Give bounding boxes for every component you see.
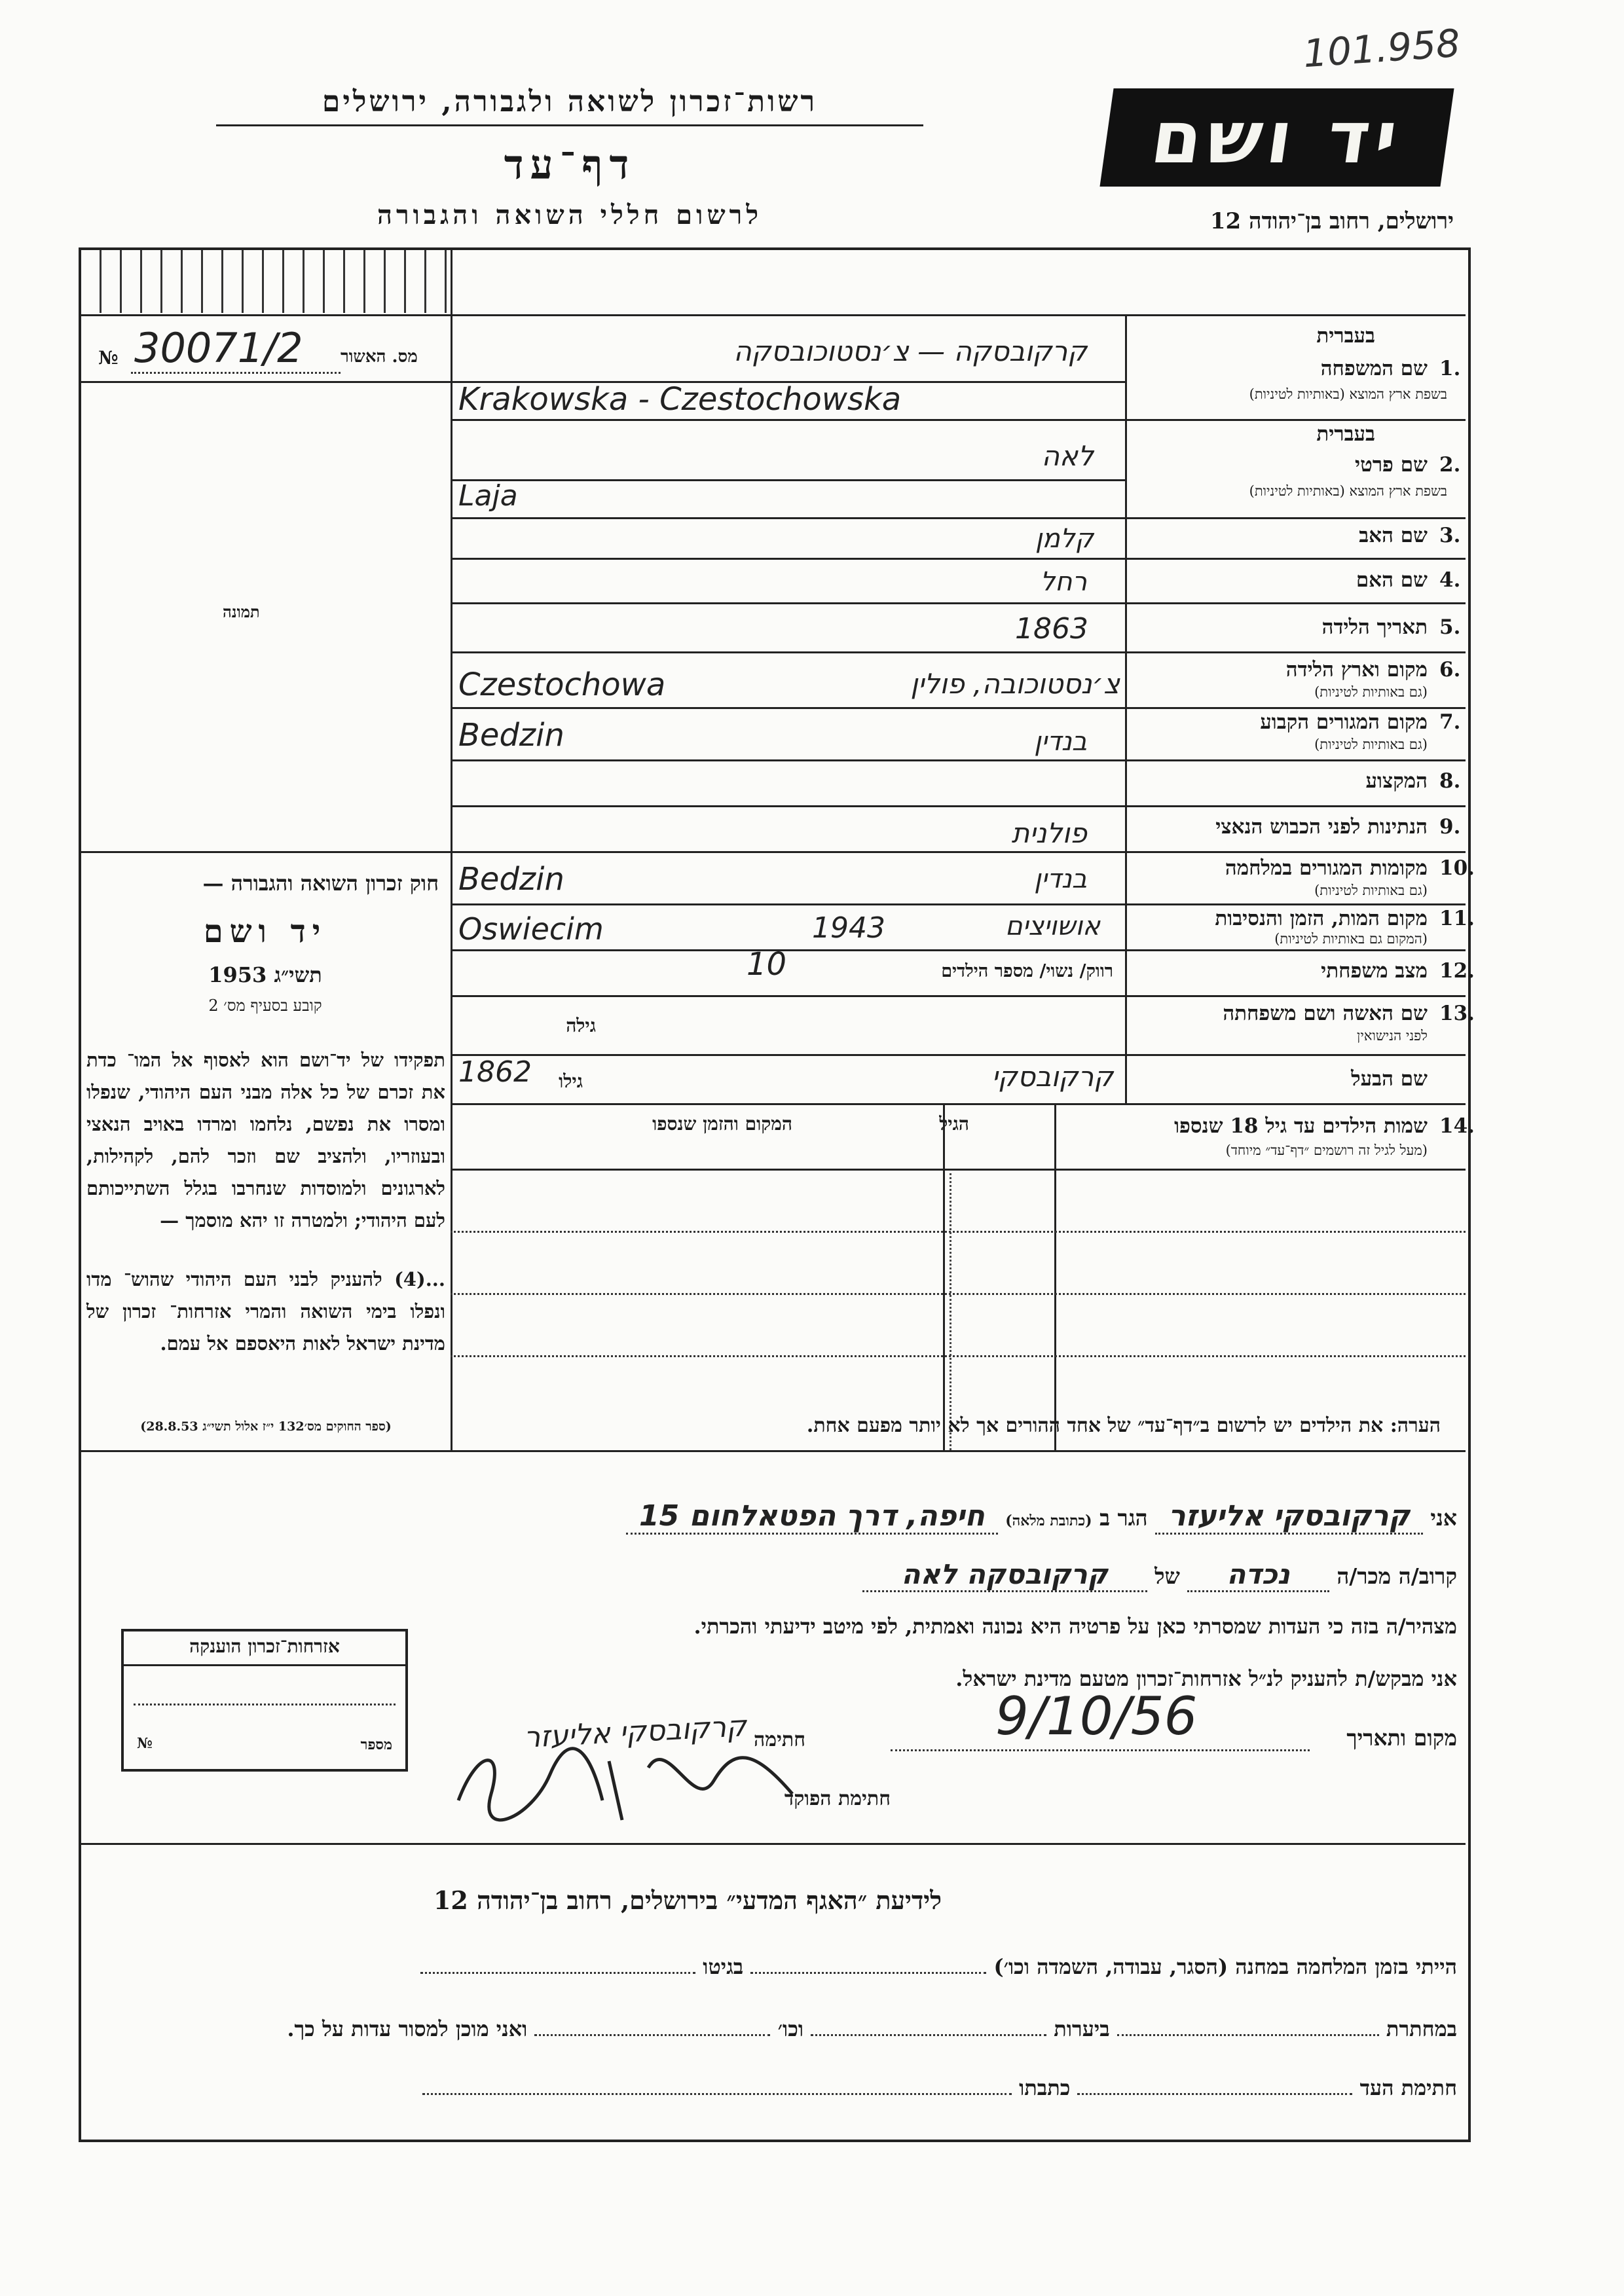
info-witness-sign-label: חתימת העד xyxy=(1359,2075,1457,2100)
row-line xyxy=(451,707,1466,709)
field-4-number: 4. xyxy=(1439,568,1461,592)
field-6-number: 6. xyxy=(1439,658,1461,682)
law-clause: קובע בסעיף מס׳ 2 xyxy=(208,996,322,1015)
row-line xyxy=(451,419,1466,421)
law-title: חוק זכרון השואה והגבורה — xyxy=(202,871,439,896)
law-text-1: תפקידו של יד־ושם הוא לאסוף אל המו־ כדת את זכרם של כל אלה מבני העם היהודי, שנפלו ומסרו את נפשם, נלחמו ומרדו באויב הנאצי ובעוזריו, ולהציב שם וזכר להם, לקהילות, לארגונים ולמוסדות שנחרבו בגלל השתייכותם לעם היהודי; ולמטרה זו יהא מוסמך — xyxy=(86,1049,445,1231)
declaration-line-2 xyxy=(458,1558,1457,1590)
form-title: דף־עד xyxy=(504,141,636,189)
field-1-lang: בעברית xyxy=(1316,324,1375,348)
photo-bottom-line xyxy=(81,851,451,853)
signature-label: חתימה xyxy=(754,1728,805,1751)
decl-prefix: אני xyxy=(1430,1505,1457,1531)
field-2-value-latin[interactable]: Laja xyxy=(458,479,518,513)
field-5-label: תאריך הלידה xyxy=(1321,615,1428,639)
field-1-value-he[interactable]: קרקובסקה — צ׳נסטוכובסקה xyxy=(733,335,1087,367)
field-8-number: 8. xyxy=(1439,769,1461,793)
field-12-children-count[interactable]: 10 xyxy=(747,946,787,983)
field-11-number: 11. xyxy=(1439,907,1475,930)
signature-scribble xyxy=(452,1722,819,1833)
info-camp-label: הייתי בזמן המלחמה במחנה (הסגר, עבודה, השמדה וכו׳) xyxy=(993,1954,1457,1979)
row-line xyxy=(451,851,1466,853)
info-etc-line[interactable] xyxy=(534,2034,770,2036)
field-13-label: שם האשה ושם משפחתה xyxy=(1223,1002,1428,1025)
field-6-value-he[interactable]: צ׳נסטוכובה, פולין xyxy=(910,668,1120,700)
field-13-number: 13. xyxy=(1439,1002,1475,1025)
children-col-divider-dotted xyxy=(950,1169,951,1450)
field-2-sub: בשפת ארץ המוצא (באותיות לטיניות) xyxy=(1249,483,1447,499)
law-source: (ספר החוקים מס׳132 י״ז אלול תשי״ג 28.8.53) xyxy=(140,1419,392,1434)
field-1-sub: בשפת ארץ המוצא (באותיות לטיניות) xyxy=(1249,386,1447,402)
field-11-label: מקום המות, הזמן והנסיבות xyxy=(1215,907,1428,930)
row-line xyxy=(451,602,1466,604)
row-line xyxy=(451,759,1466,761)
info-etc-label: וכו׳ xyxy=(777,2016,804,2041)
yad-vashem-logo xyxy=(1099,88,1454,187)
field-12-label: מצב משפחתי xyxy=(1321,959,1428,983)
children-label: שמות הילדים עד גיל 18 שנספו xyxy=(1174,1114,1428,1138)
declaration-line-3: מצהיר/ה בזה כי העדות שמסרתי כאן על פרטיה היא נכונה ואמתית, לפי מיטב ידיעתי והכרתי. xyxy=(693,1614,1457,1639)
field-7-value-he[interactable]: בנדין xyxy=(1034,727,1087,757)
info-witness-sign-line[interactable] xyxy=(1077,2093,1352,2095)
info-title: לידיעת ״האגף המדעי״ בירושלים, רחוב בן־יהודה 12 xyxy=(433,1886,942,1915)
citizenship-box xyxy=(121,1629,408,1772)
note: הערה: את הילדים יש לרשום ב״דף־עד״ של אחד ההורים אך לא יותר מפעם אחת. xyxy=(806,1414,1441,1437)
field-5-number: 5. xyxy=(1439,615,1461,639)
children-col-age: הגיל xyxy=(939,1113,969,1135)
field-7-sub: (גם באותיות לטיניות) xyxy=(1314,737,1428,752)
info-ghetto-line[interactable] xyxy=(420,1972,695,1974)
children-row-line xyxy=(451,1293,1466,1295)
row-line xyxy=(451,1103,1466,1105)
husband-name[interactable]: קרקובסקי xyxy=(991,1061,1113,1093)
field-9-value[interactable]: פולנית xyxy=(1011,817,1087,849)
citizenship-box-title: אזרחות־זכרון הוענקה xyxy=(189,1635,340,1657)
declaration-line-4: אני מבקש/ת להעניק לנ״ל אזרחות־זכרון מטעם מדינת ישראל. xyxy=(955,1666,1457,1691)
field-6-value-latin[interactable]: Czestochowa xyxy=(458,666,666,703)
citizenship-box-number: מספר xyxy=(360,1736,392,1753)
info-line-1 xyxy=(92,1954,1457,1979)
witness-address[interactable]: חיפה, דרך הפטאלחום 15 xyxy=(626,1499,998,1535)
info-forest-line[interactable] xyxy=(811,2034,1046,2036)
registration-dotted-line xyxy=(131,372,341,374)
field-4-value[interactable]: רחל xyxy=(1040,567,1087,597)
law-year: תשי״ג 1953 xyxy=(208,962,322,987)
field-1-label: שם המשפחה xyxy=(1320,357,1428,380)
field-7-label: מקום המגורים הקבוע xyxy=(1260,710,1428,734)
address-hint: (כתובת מלאה) xyxy=(1005,1512,1092,1529)
husband-label: שם הבעל xyxy=(1351,1067,1428,1091)
date-value[interactable]: 9/10/56 xyxy=(995,1686,1198,1747)
authority-underline xyxy=(216,124,923,126)
top-band-pattern xyxy=(81,250,451,313)
officer-label: חתימת הפוקד xyxy=(784,1787,891,1810)
info-underground-label: במחתרת xyxy=(1386,2016,1457,2041)
field-1-value-latin[interactable]: Krakowska - Czestochowska xyxy=(458,381,902,418)
field-12-number: 12. xyxy=(1439,959,1475,983)
place-date-line xyxy=(891,1749,1310,1751)
field-11-value-he[interactable]: אושויצים xyxy=(1005,911,1100,941)
row-line xyxy=(451,805,1466,807)
field-10-value-he[interactable]: בנדין xyxy=(1034,864,1087,894)
registration-number[interactable]: 30071/2 xyxy=(134,324,303,372)
declaration-line-1 xyxy=(458,1499,1457,1533)
field-3-number: 3. xyxy=(1439,524,1461,547)
field-13-age-label: גילה xyxy=(566,1015,596,1036)
address: ירושלים, רחוב בן־יהודה 12 xyxy=(1209,208,1454,234)
field-2-label: שם פרטי xyxy=(1354,453,1428,477)
field-8-label: המקצוע xyxy=(1365,769,1428,793)
field-3-value[interactable]: קלמן xyxy=(1035,524,1094,554)
decl-mid: הגר ב xyxy=(1099,1505,1148,1531)
field-10-label: מקומות המגורים במלחמה xyxy=(1225,856,1428,880)
field-7-value-latin[interactable]: Bedzin xyxy=(458,717,564,754)
children-col-place: המקום והזמן שנספו xyxy=(652,1113,792,1135)
field-2-number: 2. xyxy=(1439,453,1461,477)
row-line xyxy=(451,903,1466,905)
field-10-number: 10. xyxy=(1439,856,1475,880)
children-row-line xyxy=(451,1355,1466,1357)
place-date-label: מקום ותאריך xyxy=(1346,1725,1457,1751)
signature-value[interactable]: קרקובסקי אליעזר xyxy=(523,1709,748,1755)
field-10-sub: (גם באותיות לטיניות) xyxy=(1314,883,1428,898)
field-3-label: שם האב xyxy=(1359,524,1428,547)
info-line-2 xyxy=(92,2016,1457,2041)
row-line xyxy=(451,1054,1466,1056)
field-10-value-latin[interactable]: Bedzin xyxy=(458,861,564,898)
field-4-label: שם האם xyxy=(1356,568,1428,592)
row-line xyxy=(451,651,1466,653)
registration-no: № xyxy=(98,347,119,369)
row-line xyxy=(451,479,1125,481)
authority-title: רשות־זכרון לשואה ולגבורה, ירושלים xyxy=(322,85,818,118)
row-line xyxy=(451,949,1466,951)
field-11-year[interactable]: 1943 xyxy=(812,911,885,945)
form-subtitle: לרשום חללי השואה והגבורה xyxy=(377,200,763,230)
relative-name[interactable]: קרקובסקה לאה xyxy=(862,1558,1147,1592)
left-column-divider xyxy=(451,249,452,1450)
of-label: של xyxy=(1154,1563,1180,1589)
field-9-number: 9. xyxy=(1439,815,1461,839)
archive-number: 101.958 xyxy=(1301,20,1462,77)
children-col-divider xyxy=(943,1103,945,1450)
field-2-lang: בעברית xyxy=(1316,422,1375,446)
info-address-line[interactable] xyxy=(422,2093,1012,2095)
logo-text: יד ושם xyxy=(1146,96,1408,179)
info-address-label: כתבתו xyxy=(1019,2075,1071,2100)
field-13-sub: לפני הנישואין xyxy=(1357,1028,1428,1044)
field-6-label: מקום וארץ הלידה xyxy=(1285,658,1428,682)
citizenship-box-no: № xyxy=(137,1735,153,1752)
field-11-sub: (המקום גם באותיות לטיניות) xyxy=(1274,931,1428,947)
relation-value[interactable]: נכדה xyxy=(1187,1558,1329,1592)
field-9-label: הנתינות לפני הכבוש הנאצי xyxy=(1215,815,1428,839)
row-line xyxy=(451,517,1466,519)
top-band-line xyxy=(79,314,1466,316)
law-name: יד ושם xyxy=(203,913,327,950)
children-number: 14. xyxy=(1439,1114,1475,1138)
husband-age-value[interactable]: 1862 xyxy=(458,1055,532,1089)
field-2-value-he[interactable]: לאה xyxy=(1041,440,1094,472)
info-underground-line[interactable] xyxy=(1117,2034,1379,2036)
husband-age-label: גילו xyxy=(559,1070,583,1092)
children-header-line xyxy=(451,1169,1466,1171)
witness-name[interactable]: קרקובסקי אליעזר xyxy=(1155,1499,1423,1535)
info-ghetto-label: בגיטו xyxy=(703,1954,744,1979)
info-camp-line[interactable] xyxy=(750,1972,986,1974)
field-7-number: 7. xyxy=(1439,710,1461,734)
info-ready-label: ואני מוכן למסור עדות על כך. xyxy=(287,2016,528,2041)
field-6-sub: (גם באותיות לטיניות) xyxy=(1314,684,1428,700)
children-col-divider xyxy=(1054,1103,1056,1450)
registration-label: מס. האשור xyxy=(341,347,418,367)
row-line xyxy=(451,558,1466,560)
declaration-bottom-line xyxy=(79,1843,1466,1845)
field-12-options: רווק/ נשוי/ מספר הילדים xyxy=(941,961,1113,981)
info-line-3 xyxy=(92,2075,1457,2100)
photo-label: תמונה xyxy=(223,602,260,621)
children-row-line xyxy=(451,1231,1466,1233)
law-text-2: ...(4) להעניק לבני העם היהודי שהוש־ מדו ונפלו בימי השואה והמרי אזרחות־ זכרון של מדינת ישראל לאות היאספם אל עמם. xyxy=(86,1268,445,1355)
row-line xyxy=(451,995,1466,997)
field-5-value[interactable]: 1863 xyxy=(1015,612,1088,646)
note-bottom-line xyxy=(451,1450,1466,1452)
photo-top-line xyxy=(81,381,451,383)
relation-label: קרוב/ה מכר/ה xyxy=(1337,1563,1457,1589)
info-forest-label: ביערות xyxy=(1054,2016,1110,2041)
children-sub: (מעל לגיל זה רושמים ״דף־עד״ מיוחד) xyxy=(1225,1142,1428,1158)
field-1-number: 1. xyxy=(1439,357,1461,380)
field-11-value-latin[interactable]: Oswiecim xyxy=(458,911,604,947)
